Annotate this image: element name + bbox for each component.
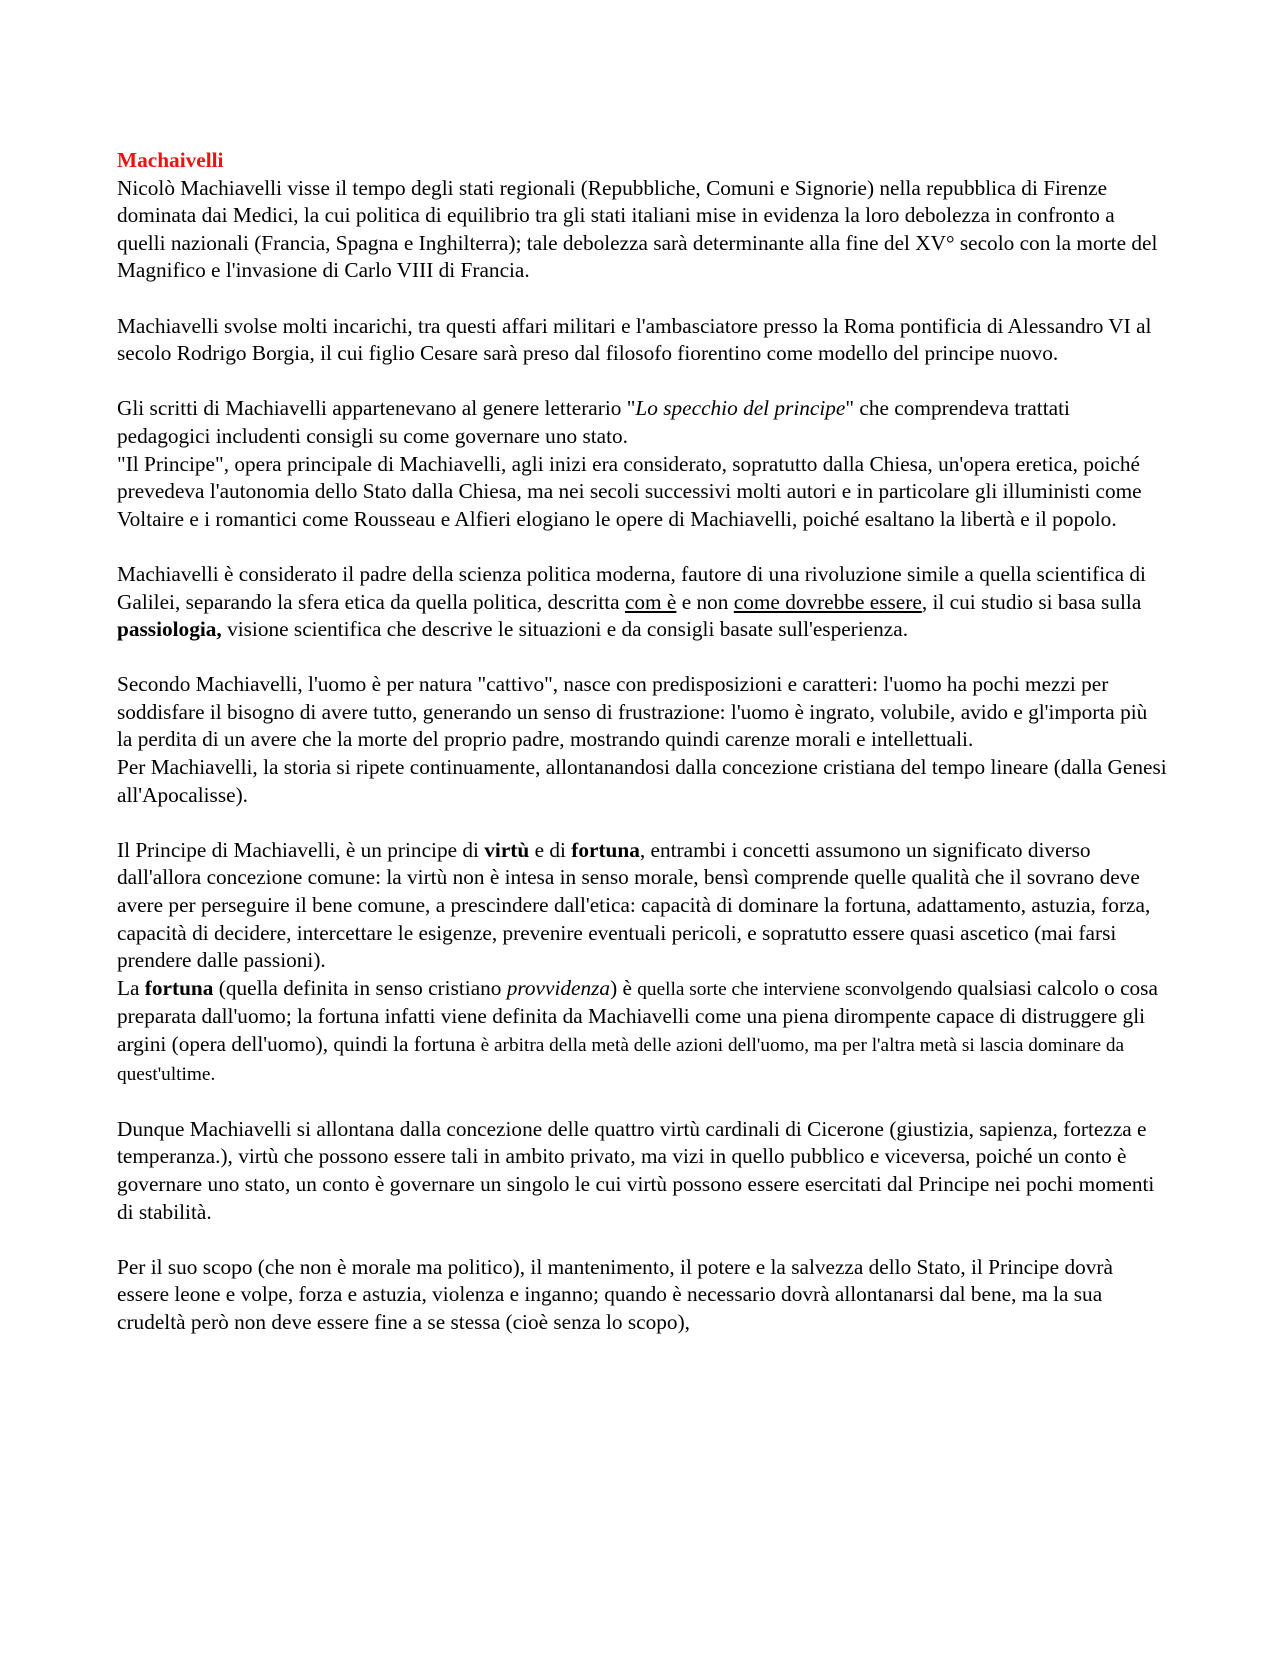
paragraph-storia: Per Machiavelli, la storia si ripete continuamente, allontanandosi dalla concezione cristiana del tempo lineare (dalla Genesi all'Apocalisse). (117, 755, 1167, 807)
paragraph-virtu-fortuna (117, 837, 1167, 975)
text-run: La (117, 975, 145, 1000)
paragraph-biography: Nicolò Machiavelli visse il tempo degli stati regionali (Repubbliche, Comuni e Signorie) nella repubblica di Firenze dominata dai Medici, la cui politica di equilibrio tra gli stati italiani mise in evidenza la loro debolezza in confronto a quelli nazionali (Francia, Spagna e Inghilterra); tale debolezza sarà determinante alla fine del XV° secolo con la morte del Magnifico e l'invasione di Carlo VIII di Francia. (117, 175, 1158, 283)
paragraph-uomo: Secondo Machiavelli, l'uomo è per natura "cattivo", nasce con predisposizioni e caratteri: l'uomo ha pochi mezzi per soddisfare il bisogno di avere tutto, generando un senso di frustrazione: l'uomo è ingrato, volubile, avido e gl'importa più la perdita di un avere che la morte del proprio padre, mostrando quindi carenze morali e intellettuali. (117, 672, 1148, 752)
bold-run: fortuna (144, 975, 214, 1000)
text-run: ) è (610, 975, 638, 1000)
paragraph-leone-volpe: Per il suo scopo (che non è morale ma politico), il mantenimento, il potere e la salvezza dello Stato, il Principe dovrà essere leone e volpe, forza e astuzia, violenza e inganno; quando è necessario dovrà allontanarsi dal bene, ma la sua crudeltà però non deve essere fine a se stessa (cioè senza lo scopo), (117, 1254, 1113, 1334)
paragraph-spacer (117, 809, 1167, 837)
underlined-run: come dovrebbe essere (733, 589, 922, 614)
text-run: " che comprendeva trattati pedagogici includenti consigli su come governare uno stato. (117, 396, 1070, 448)
text-run: Gli scritti di Machiavelli appartenevano al genere letterario " (117, 396, 636, 421)
bold-run: passiologia, (117, 617, 222, 642)
document-page (117, 147, 1167, 1337)
paragraph-spacer (117, 644, 1167, 672)
bold-run: virtù (484, 837, 530, 862)
paragraph-spacer (117, 285, 1167, 313)
underlined-run: com è (624, 589, 677, 614)
text-run: qualsiasi calcolo o cosa preparata dall'uomo; la fortuna infatti viene definita da Machiavelli come una piena dirompente capace di distruggere gli argini (opera dell'uomo), quindi la fortuna (117, 975, 1158, 1056)
paragraph-spacer (117, 1088, 1167, 1116)
text-run: Machiavelli è considerato il padre della scienza politica moderna, fautore di una rivoluzione simile a quella scientifica di Galilei, separando la sfera etica da quella politica, descritta (117, 561, 1146, 614)
paragraph-il-principe: "Il Principe", opera principale di Machiavelli, agli inizi era considerato, sopratutto dalla Chiesa, un'opera eretica, poiché prevedeva l'autonomia dello Stato dalla Chiesa, ma nei secoli successivi molti autori e in particolare gli illuministi come Voltaire e i romantici come Rousseau e Alfieri elogiano le opere di Machiavelli, poiché esaltano la libertà e il popolo. (117, 451, 1142, 531)
text-run: , il cui studio si basa sulla (921, 589, 1142, 614)
paragraph-spacer (117, 1226, 1167, 1254)
text-run: e di (529, 837, 572, 862)
italic-title-run: Lo specchio del principe (635, 396, 846, 421)
small-text-run: è arbitra della metà delle azioni dell'uomo, ma per l'altra metà si lascia dominare da quest'ultime. (117, 1035, 1125, 1085)
text-run: e non (676, 589, 734, 614)
small-text-run: quella sorte che interviene sconvolgendo (637, 978, 953, 1000)
paragraph-spacer (117, 533, 1167, 561)
text-run: visione scientifica che descrive le situazioni e da consigli basate sull'esperienza. (221, 617, 909, 642)
paragraph-fortuna (117, 975, 1167, 1088)
italic-run: provvidenza (506, 975, 611, 1000)
paragraph-incarichi: Machiavelli svolse molti incarichi, tra questi affari militari e l'ambasciatore presso la Roma pontificia di Alessandro VI al secolo Rodrigo Borgia, il cui figlio Cesare sarà preso dal filosofo fiorentino come modello del principe nuovo. (117, 313, 1152, 366)
text-run: Il Principe di Machiavelli, è un principe di (117, 837, 485, 862)
paragraph-scienza-politica (117, 561, 1167, 644)
paragraph-scritti (117, 395, 1167, 450)
text-run: , entrambi i concetti assumono un significato diverso dall'allora concezione comune: la virtù non è intesa in senso morale, bensì comprende quelle qualità che il sovrano deve avere per perseguire il bene comune, a prescindere dall'etica: capacità di dominare la fortuna, adattamento, astuzia, forza, capacità di decidere, intercettare le esigenze, prevenire eventuali pericoli, e sopratutto essere quasi ascetico (mai farsi prendere dalle passioni). (117, 837, 1151, 973)
document-title: Machaivelli (117, 148, 224, 172)
bold-run: fortuna (571, 837, 640, 862)
paragraph-spacer (117, 368, 1167, 396)
text-run: (quella definita in senso cristiano (213, 975, 507, 1000)
paragraph-virtu-cardinali: Dunque Machiavelli si allontana dalla concezione delle quattro virtù cardinali di Cicerone (giustizia, sapienza, fortezza e temperanza.), virtù che possono essere tali in ambito privato, ma vizi in quello pubblico e viceversa, poiché un conto è governare uno stato, un conto è governare un singolo le cui virtù possono essere esercitati dal Principe nei pochi momenti di stabilità. (117, 1116, 1155, 1224)
